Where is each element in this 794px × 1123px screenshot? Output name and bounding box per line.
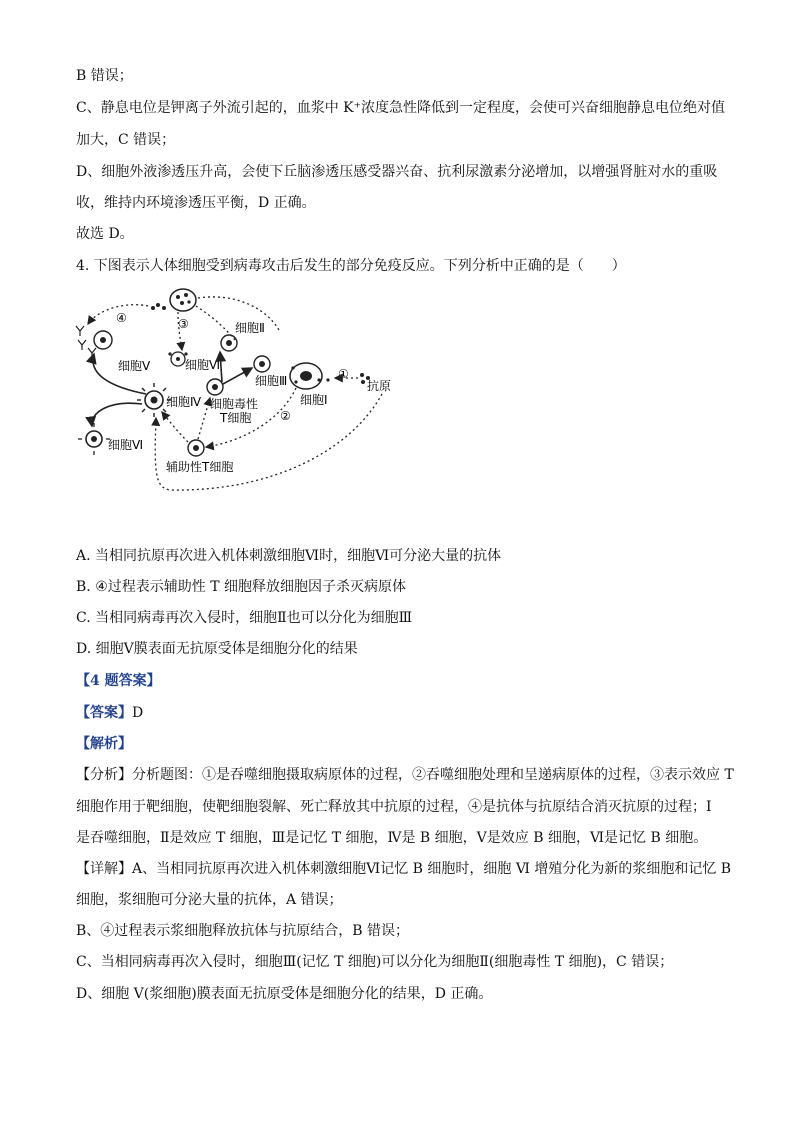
cell-5-label: 细胞Ⅴ (118, 359, 151, 373)
immune-response-diagram (70, 282, 410, 502)
step-2-label: ② (280, 409, 291, 423)
question-stem: 4. 下图表示人体细胞受到病毒攻击后发生的部分免疫反应。下列分析中正确的是（ ） (76, 258, 626, 274)
option-b: B. ④过程表示辅助性 T 细胞释放细胞因子杀灭病原体 (76, 579, 406, 595)
antigen-label: 抗原 (367, 379, 392, 393)
option-a: A. 当相同抗原再次进入机体刺激细胞Ⅵ时，细胞Ⅵ可分泌大量的抗体 (76, 548, 502, 564)
prev-line-c1: C、静息电位是钾离子外流引起的，血浆中 K⁺浓度急性降低到一定程度，会使可兴奋细胞静息电位绝对值 (76, 100, 726, 116)
answer-header: 【4 题答案】 (76, 673, 161, 689)
step-3-label: ③ (178, 317, 189, 331)
option-d: D. 细胞Ⅴ膜表面无抗原受体是细胞分化的结果 (76, 641, 358, 657)
arrow-b-to-memory (92, 403, 142, 426)
step-4-label: ④ (116, 311, 127, 325)
answer-line (76, 703, 143, 723)
cell-1 (290, 363, 330, 389)
cell-2 (221, 335, 237, 351)
ctl-label-1: 细胞毒性 (210, 397, 259, 411)
prev-choice: 故选 D。 (76, 226, 134, 242)
detail-line-4: C、当相同病毒再次入侵时，细胞Ⅲ(记忆 T 细胞)可以分化为细胞Ⅱ(细胞毒性 T 细胞)，C 错误； (76, 954, 674, 970)
answer-tag: 【答案】 (76, 705, 132, 721)
prev-line-d1: D、细胞外液渗透压升高，会使下丘脑渗透压感受器兴奋、抗利尿激素分泌增加，以增强肾脏对水的重吸 (76, 164, 718, 180)
prev-line-b: B 错误； (76, 68, 133, 84)
cell-5 (94, 331, 112, 349)
arrow-helper-to-b (162, 412, 188, 442)
arrow-ctl-to-3 (223, 368, 252, 384)
cell-3-label: 细胞Ⅲ (255, 374, 288, 388)
detail-line-1: 【详解】A、当相同抗原再次进入机体刺激细胞Ⅵ记忆 B 细胞时，细胞 Ⅵ 增殖分化为新的浆细胞和记忆 B (76, 861, 732, 877)
arrow-ctl-to-2 (220, 352, 222, 382)
cell-6-bottom-label: 细胞Ⅵ (108, 438, 144, 452)
analysis-line-1: 【分析】分析题图：①是吞噬细胞摄取病原体的过程，②吞噬细胞处理和呈递病原体的过程，③表示效应 T (76, 767, 734, 783)
helper-t-cell (188, 440, 204, 456)
option-c: C. 当相同病毒再次入侵时，细胞Ⅱ也可以分化为细胞Ⅲ (76, 610, 413, 626)
cytotoxic-t-cell (207, 379, 223, 395)
prev-line-c2: 加大，C 错误； (76, 132, 176, 148)
detail-line-5: D、细胞 V(浆细胞)膜表面无抗原受体是细胞分化的结果，D 正确。 (76, 986, 493, 1002)
step-1-label: ① (338, 367, 349, 381)
detail-line-3: B、④过程表示浆细胞释放抗体与抗原结合，B 错误； (76, 923, 410, 939)
ctl-label-2: T细胞 (220, 411, 252, 425)
cell-1-label: 细胞Ⅰ (300, 393, 328, 407)
target-cell-top (151, 289, 196, 311)
helper-t-label: 辅助性T细胞 (166, 460, 234, 474)
answer-value: D (132, 705, 144, 721)
cell-4-label: 细胞Ⅳ (166, 395, 202, 409)
prev-line-d2: 收，维持内环境渗透压平衡，D 正确。 (76, 195, 316, 211)
cell-6-bottom (78, 423, 110, 455)
cell-2-label: 细胞Ⅱ (235, 321, 265, 335)
analysis-line-2: 细胞作用于靶细胞，使靶细胞裂解、死亡释放其中抗原的过程，④是抗体与抗原结合消灭抗原的过程；Ⅰ (76, 799, 712, 815)
detail-line-2: 细胞，浆细胞可分泌大量的抗体，A 错误； (76, 892, 343, 908)
antibodies (76, 326, 96, 358)
analysis-line-3: 是吞噬细胞，Ⅱ是效应 T 细胞，Ⅲ是记忆 T 细胞，Ⅳ是 B 细胞，Ⅴ是效应 B 细胞，Ⅵ是记忆 B 细胞。 (76, 830, 708, 846)
cell-6-top-label: 细胞Ⅵ (185, 358, 221, 372)
analysis-tag: 【解析】 (76, 736, 132, 752)
cell-3 (254, 356, 270, 372)
